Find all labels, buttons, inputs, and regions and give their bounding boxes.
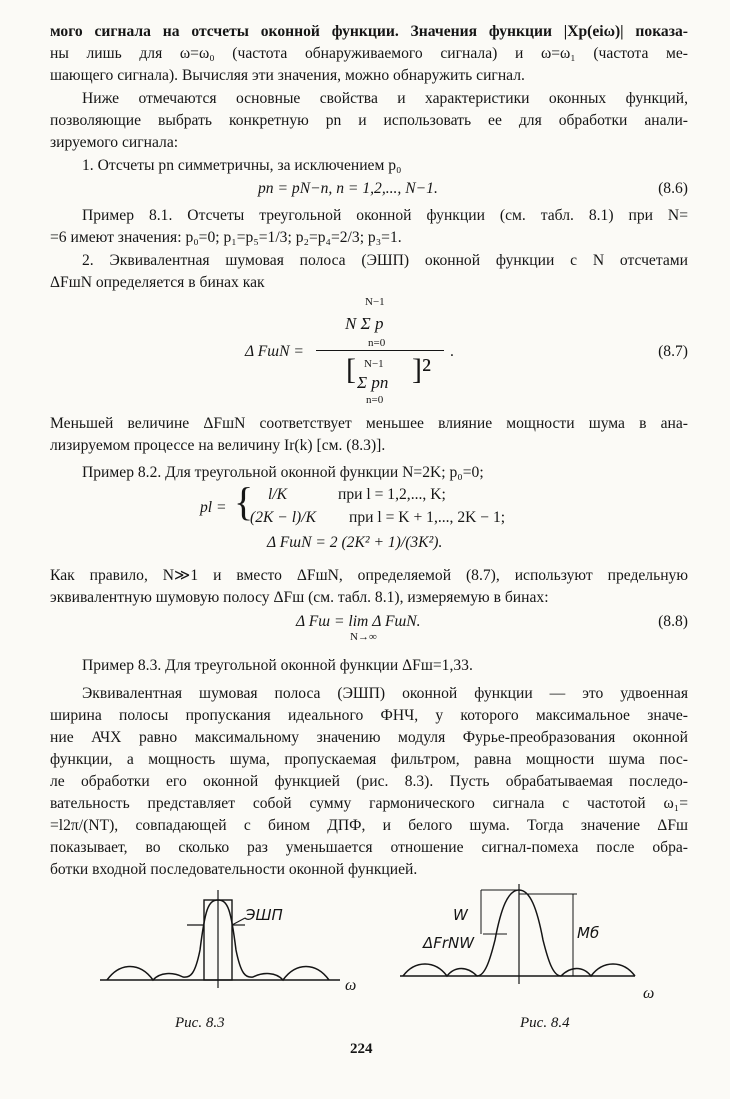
text-line: =l2π/(NT), совпадающей с бином ДПФ, и белого шума. Тогда значение ΔFш (50, 817, 688, 834)
text-line: шающего сигнала). Вычисляя эти значения, можно обнаружить сигнал. (50, 67, 525, 84)
text-line: зируемого сигнала: (50, 134, 179, 151)
equation-number: (8.6) (658, 180, 688, 197)
text-line: вательность представляет собой сумму гармонического сигнала с частотой ω₁= (50, 795, 688, 812)
example-line: Пример 8.3. Для треугольной оконной функции ΔFш=1,33. (82, 657, 473, 674)
page-number: 224 (350, 1041, 373, 1057)
figure-caption: Рис. 8.4 (520, 1015, 570, 1031)
figure-caption: Рис. 8.3 (175, 1015, 225, 1031)
equation-8-6: pn = pN−n, n = 1,2,..., N−1. (258, 180, 438, 197)
text-line: ле обработки его оконной функцией (рис. 8.3). Пусть обрабатываемая последо- (50, 773, 688, 790)
text-line: показывает, во сколько раз уменьшается отношение сигнал-помеха после обра- (50, 839, 688, 856)
axis-label: ω (345, 977, 357, 994)
figure-8-4 (395, 880, 670, 1000)
text-line: ширина полосы пропускания идеального ФНЧ, у которого максимальное значе- (50, 707, 688, 724)
text-line: позволяющие выбрать конкретную pn и использовать ее для обработки анали- (50, 112, 688, 129)
text-line: мого сигнала на отсчеты оконной функции. Значения функции |Xp(eiω)| показа- (50, 23, 688, 40)
list-item: 2. Эквивалентная шумовая полоса (ЭШП) оконной функции с N отсчетами (82, 252, 688, 269)
m-label: Mб (577, 924, 600, 942)
text-line: Меньшей величине ΔFшN соответствует меньшее влияние мощности шума в ана- (50, 415, 688, 432)
text-line: Как правило, N≫1 и вместо ΔFшN, определяемой (8.7), используют предельную (50, 567, 688, 584)
bracket-right: ]² (412, 353, 431, 386)
bracket-left: [ (346, 353, 356, 386)
figure-8-3 (95, 880, 365, 1000)
text-line: ние АЧХ равно максимальному значению модуля Фурье-преобразования оконной (50, 729, 688, 746)
example-line: Пример 8.2. Для треугольной оконной функции N=2K; p₀=0; (82, 464, 484, 481)
text-line: ботки входной последовательности оконной функцией. (50, 861, 418, 878)
text-line: функции, а мощность шума, пропускаемая фильтром, равна мощности шума пос- (50, 751, 688, 768)
text-line: эквивалентную шумовую полосу ΔFш (см. табл. 8.1), измеряемую в бинах: (50, 589, 549, 606)
book-page: мого сигнала на отсчеты оконной функции. Значения функции |Xp(eiω)| показа- ны лишь для ω=ω₀ (частота обнаруживаемого сигнала) и ω=ω₁ (частота ме- шающего сигнала). Вычисляя эти значения, можно обнаружить сигнал. Ниже отмечаются основные свойства и характеристики оконных функций, позволяющие выбрать конкретную pn и использовать ее для обработки анали- зируемого сигнала: 1. Отсчеты pn симметричны, за исключением p₀ pn = pN−n, n = 1,2,..., N−1. (8.6) Пример 8.1. Отсчеты треугольной оконной функции (см. табл. 8.1) при N= =6 имеют значения: p₀=0; p₁=p₅=1/3; p₂=p₄=2/3; p₃=1. 2. Эквивалентная шумовая полоса (ЭШП) оконной функции с N отсчетами ΔFшN определяется в бинах как Δ FшN = N−1 N Σ p n=0 [ N−1 Σ pn n=0 ]² . (8.7) Меньшей величине ΔFшN соответствует меньшее влияние мощности шума в ана- лизируемом процессе на величину Ir(k) [см. (8.3)]. Пример 8.2. Для треугольной оконной функции N=2K; p₀=0; pl = { l/K при l = 1,2,..., K; (2K − l)/K при l = K + 1,..., 2K − 1; Δ FшN = 2 (2K² + 1)/(3K²). Как правило, N≫1 и вместо ΔFшN, определяемой (8.7), используют предельную эквивалентную шумовую полосу ΔFш (см. табл. 8.1), измеряемую в бинах: Δ Fш = lim Δ FшN. N→∞ (8.8) Пример 8.3. Для треугольной оконной функции ΔFш=1,33. Эквивалентная шумовая полоса (ЭШП) оконной функции — это удвоенная ширина полосы пропускания идеального ФНЧ, у которого максимальное значе- ние АЧХ равно максимальному значению модуля Фурье-преобразования оконной функции, а мощность шума, пропускаемая фильтром, равна мощности шума пос- ле обработки его оконной функцией (рис. 8.3). Пусть обрабатываемая последо- вательность представляет собой сумму гармонического сигнала с частотой ω₁= =l2π/(NT), совпадающей с бином ДПФ, и белого шума. Тогда значение ΔFш показывает, во сколько раз уменьшается отношение сигнал-помеха после обра- ботки входной последовательности оконной функцией. ЭШП ω Рис. 8.3 W ΔFrNW Mб ω Рис. 8.4 224 (50, 23, 688, 1057)
fraction-bar (316, 350, 444, 351)
text-line: лизируемом процессе на величину Ir(k) [см. (8.3)]. (50, 437, 386, 454)
text-line: ны лишь для ω=ω₀ (частота обнаруживаемого сигнала) и ω=ω₁ (частота ме- (50, 45, 688, 62)
equation-number: (8.7) (658, 343, 688, 360)
brace: { (234, 479, 254, 524)
example-line: Пример 8.1. Отсчеты треугольной оконной функции (см. табл. 8.1) при N= (82, 207, 688, 224)
text-line: Эквивалентная шумовая полоса (ЭШП) оконной функции — это удвоенная (82, 685, 688, 702)
delta-label: ΔFrNW (423, 934, 475, 952)
text-line: Ниже отмечаются основные свойства и характеристики оконных функций, (82, 90, 688, 107)
esp-label: ЭШП (245, 906, 283, 924)
w-label: W (453, 906, 468, 924)
text-line: ΔFшN определяется в бинах как (50, 274, 265, 291)
list-item: 1. Отсчеты pn симметричны, за исключением p₀ (82, 157, 402, 174)
text-line: =6 имеют значения: p₀=0; p₁=p₅=1/3; p₂=p₄=2/3; p₃=1. (50, 229, 402, 246)
equation-number: (8.8) (658, 613, 688, 630)
axis-label: ω (643, 985, 655, 1000)
